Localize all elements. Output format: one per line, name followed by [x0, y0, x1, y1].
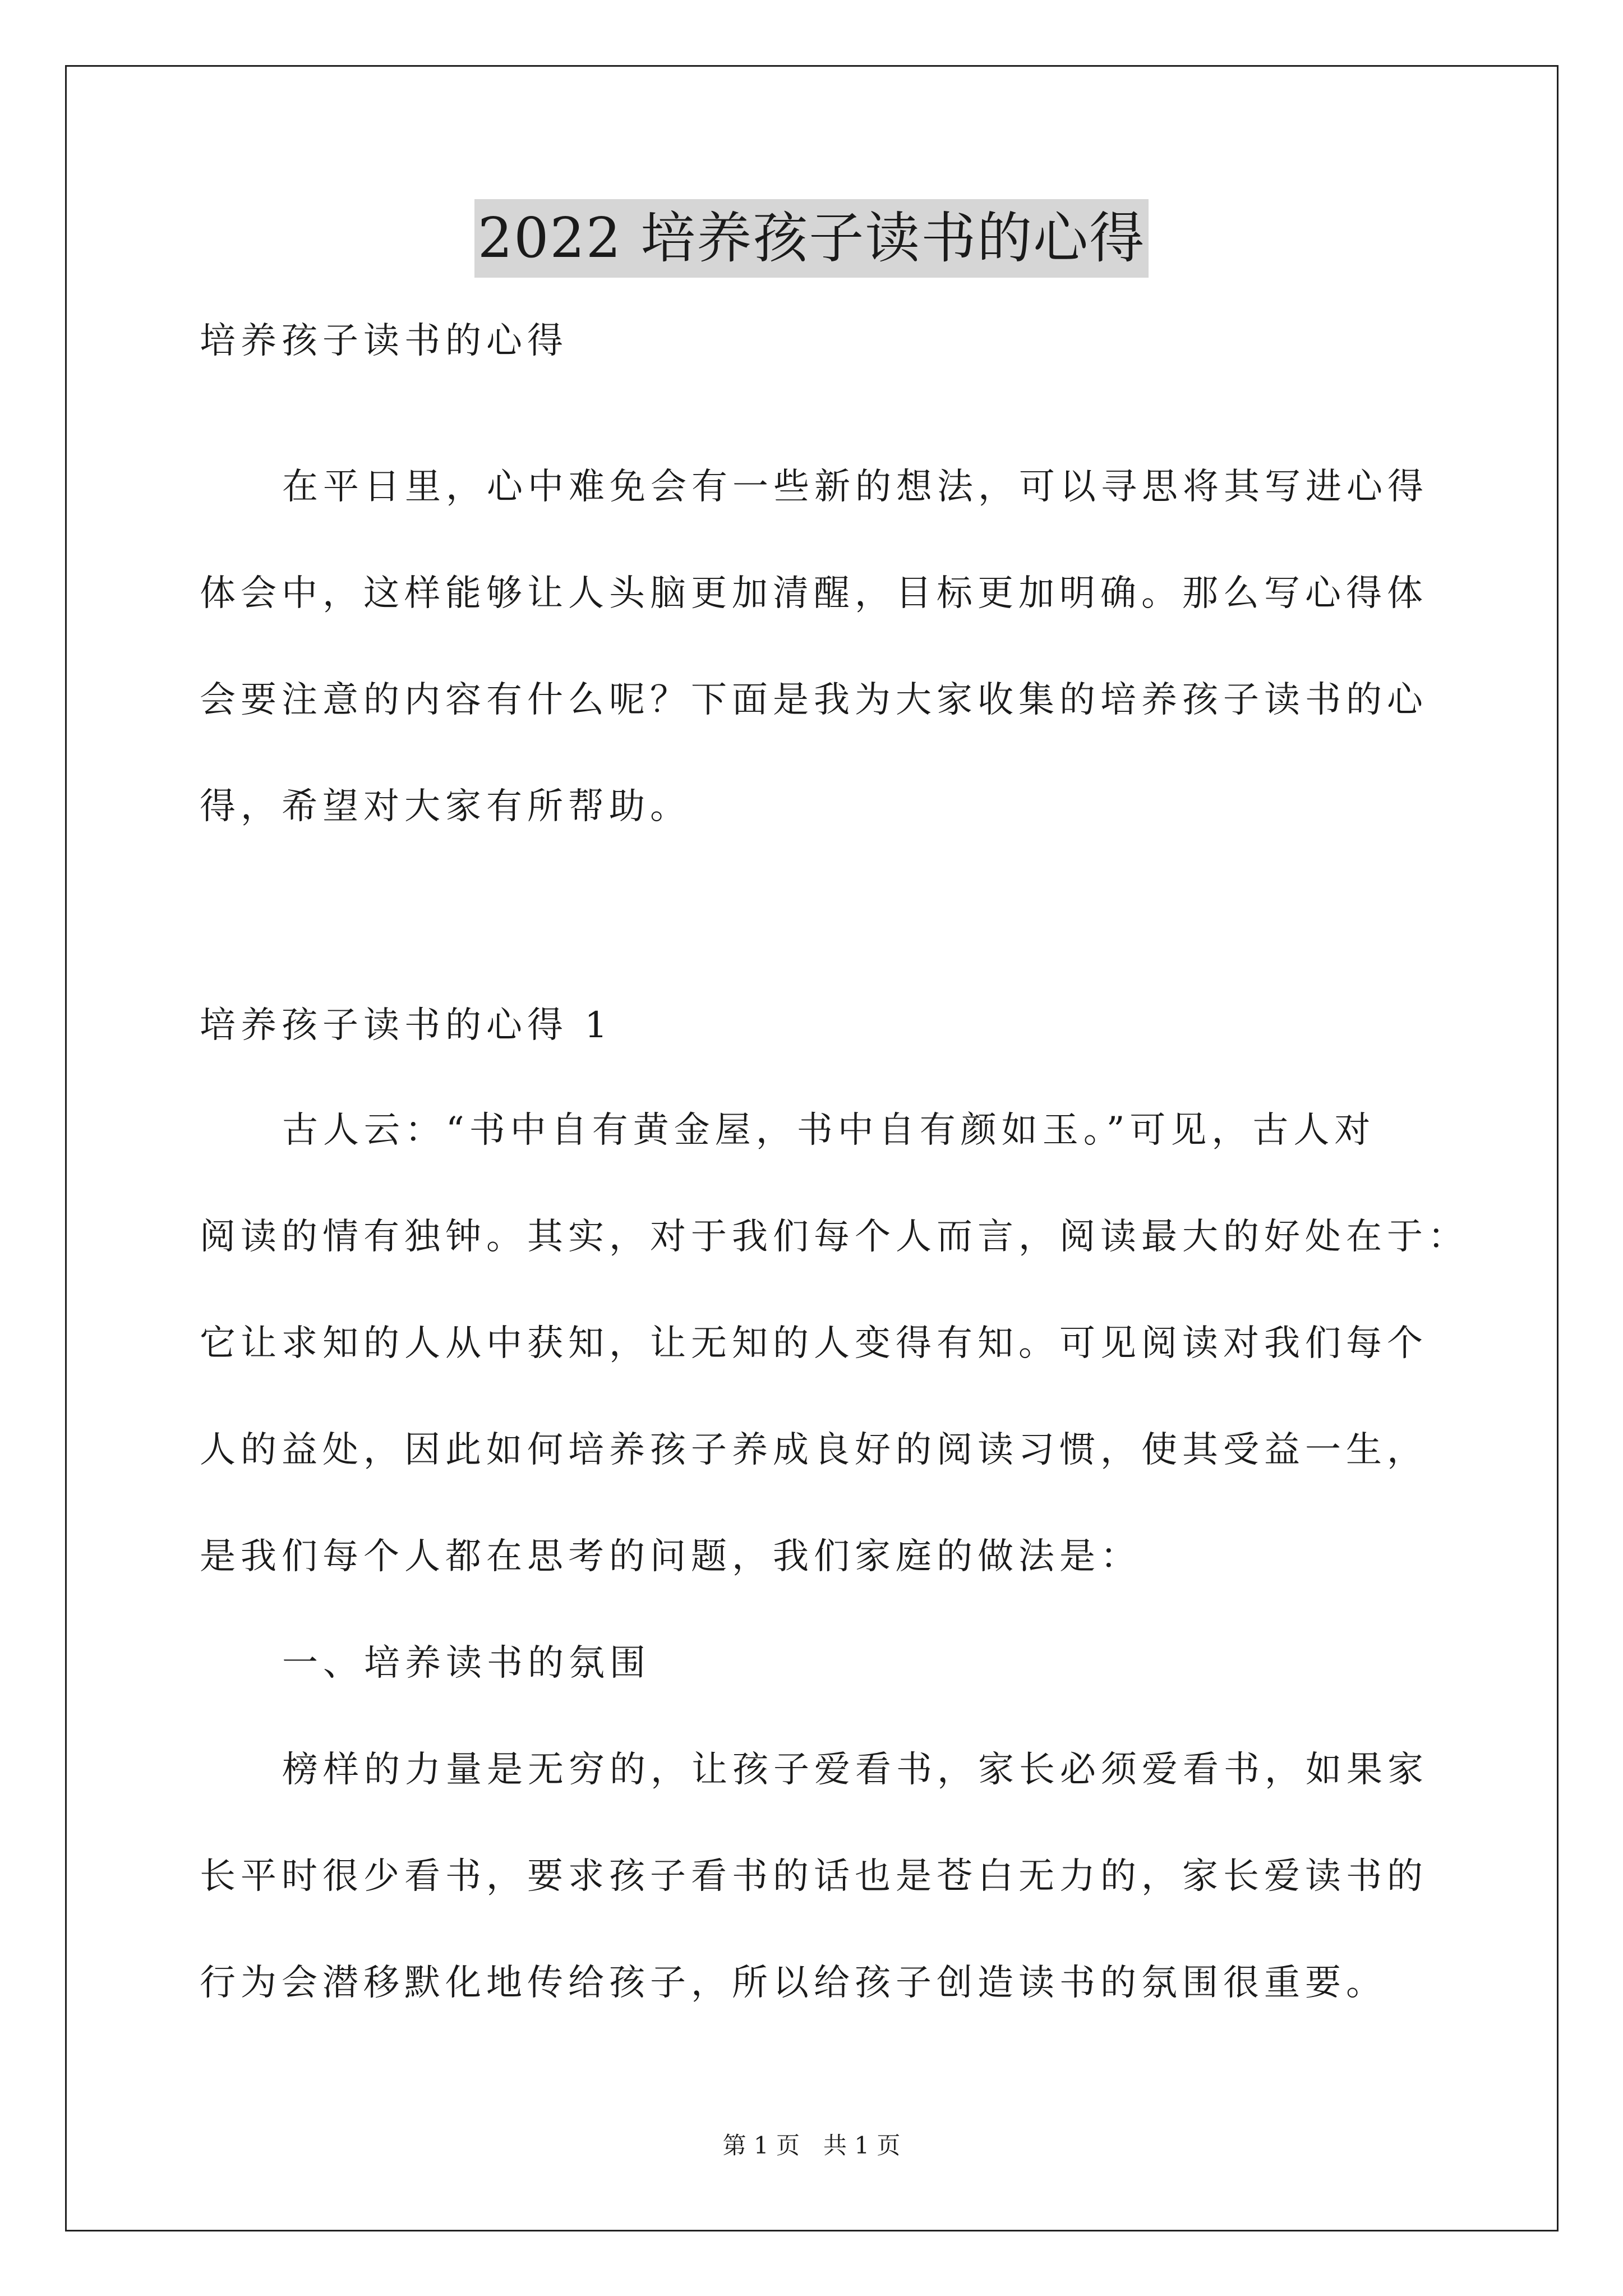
subtitle-line: 培养孩子读书的心得 [200, 320, 568, 362]
document-title-text: 2022 培养孩子读书的心得 [474, 199, 1149, 278]
document-title [0, 199, 1623, 278]
subsection-heading: 一、培养读书的氛围 [282, 1642, 651, 1684]
paragraph-line: 得，希望对大家有所帮助。 [200, 786, 691, 827]
paragraph-line: 长平时很少看书，要求孩子看书的话也是苍白无力的，家长爱读书的 [200, 1856, 1428, 1897]
paragraph-line: 古人云：“书中自有黄金屋，书中自有颜如玉。”可见，古人对 [282, 1110, 1376, 1151]
paragraph-line: 它让求知的人从中获知，让无知的人变得有知。可见阅读对我们每个 [200, 1323, 1428, 1364]
paragraph-line: 人的益处，因此如何培养孩子养成良好的阅读习惯，使其受益一生， [200, 1429, 1428, 1471]
paragraph-line: 行为会潜移默化地传给孩子，所以给孩子创造读书的氛围很重要。 [200, 1962, 1387, 2004]
paragraph-line: 在平日里，心中难免会有一些新的想法，可以寻思将其写进心得 [282, 466, 1428, 508]
paragraph-line: 是我们每个人都在思考的问题，我们家庭的做法是： [200, 1536, 1141, 1577]
paragraph-line: 体会中，这样能够让人头脑更加清醒，目标更加明确。那么写心得体 [200, 573, 1428, 614]
page-footer: 第 1 页 共 1 页 [722, 2132, 901, 2159]
section-heading: 培养孩子读书的心得 1 [200, 1005, 613, 1046]
paragraph-line: 阅读的情有独钟。其实，对于我们每个人而言，阅读最大的好处在于： [200, 1216, 1469, 1258]
paragraph-line: 会要注意的内容有什么呢？下面是我为大家收集的培养孩子读书的心 [200, 679, 1428, 721]
paragraph-line: 榜样的力量是无穷的，让孩子爱看书，家长必须爱看书，如果家 [282, 1749, 1428, 1791]
